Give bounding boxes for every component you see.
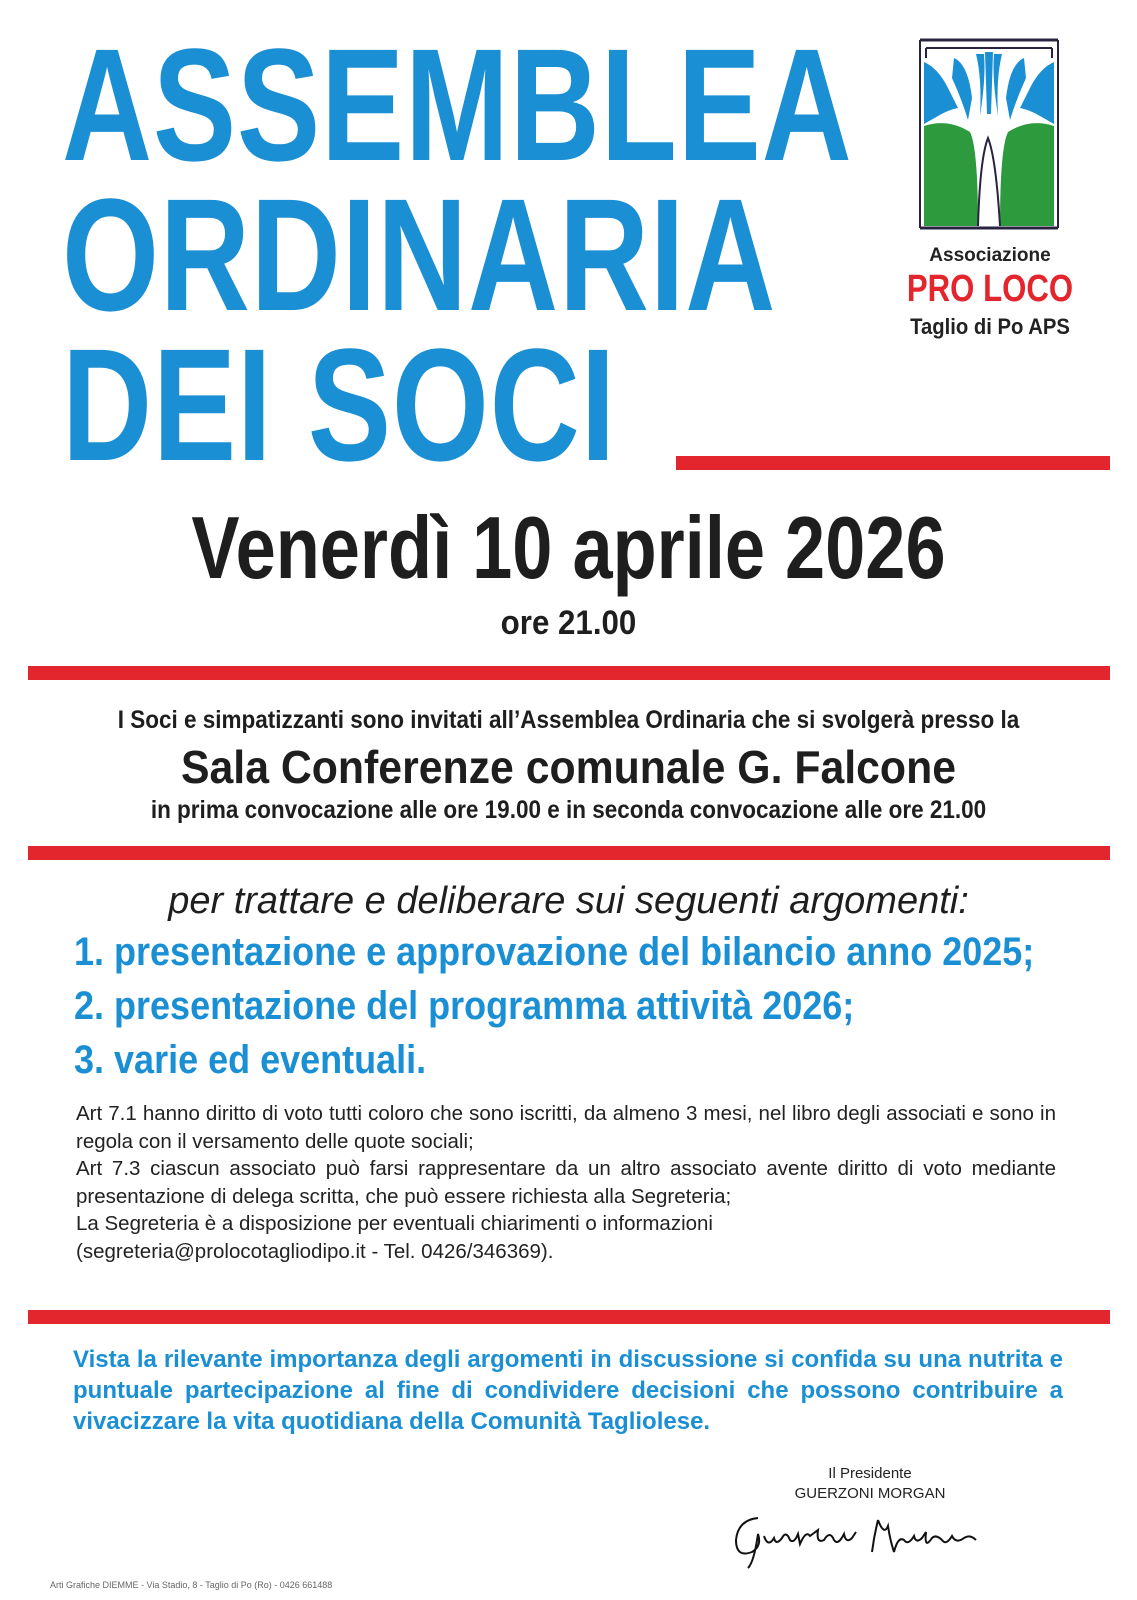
closing-appeal — [73, 1344, 1063, 1437]
red-divider-title — [676, 456, 1110, 470]
convocation-times: in prima convocazione alle ore 19.00 e in seconda convocazione alle ore 21.00 — [150, 796, 987, 824]
title-line-2: ORDINARIA — [62, 165, 777, 344]
logo-name: PRO LOCO — [906, 268, 1074, 310]
agenda-item: 2. presentazione del programma attività 2026; — [74, 984, 855, 1028]
agenda-item: 3. varie ed eventuali. — [74, 1038, 427, 1082]
red-divider-venue — [28, 846, 1110, 860]
title-line-1: ASSEMBLEA — [62, 15, 853, 194]
printer-credit: Arti Grafiche DIEMME - Via Stadio, 8 - Taglio di Po (Ro) - 0426 661488 — [50, 1580, 333, 1590]
event-time: ore 21.00 — [500, 604, 637, 642]
segreteria-note: La Segreteria è a disposizione per eventuali chiarimenti o informazioni — [76, 1212, 713, 1235]
event-date: Venerdì 10 aprile 2026 — [191, 498, 946, 597]
signature-role: Il Presidente — [828, 1465, 912, 1482]
signature-name: GUERZONI MORGAN — [794, 1485, 946, 1502]
agenda-intro: per trattare e deliberare sui seguenti argomenti: — [168, 880, 969, 922]
logo-association-label: Associazione — [929, 245, 1051, 266]
handwritten-signature — [728, 1500, 1000, 1570]
title-line-3: DEI SOCI — [62, 315, 617, 494]
pro-loco-logo — [918, 38, 1060, 234]
statute-articles — [76, 1100, 1056, 1265]
article-7-1: Art 7.1 hanno diritto di voto tutti coloro che sono iscritti, da almeno 3 mesi, nel libro degli associati e sono in regola con il versamento delle quote sociali; — [76, 1102, 1056, 1153]
red-divider-articles — [28, 1310, 1110, 1324]
venue-name: Sala Conferenze comunale G. Falcone — [180, 741, 957, 793]
article-7-3: Art 7.3 ciascun associato può farsi rappresentare da un altro associato avente diritto di voto mediante presentazione di delega scritta, che può essere richiesta alla Segreteria; — [76, 1157, 1056, 1208]
logo-place: Taglio di Po APS — [910, 314, 1070, 339]
closing-text: Vista la rilevante importanza degli argomenti in discussione si confida su una nutrita e puntuale partecipazione al fine di condividere decisioni che possono contribuire a vivacizzare la vita quotidiana della Comunità Tagliolese. — [73, 1346, 1063, 1435]
invitation-intro: I Soci e simpatizzanti sono invitati all’Assemblea Ordinaria che si svolgerà presso la — [117, 706, 1020, 734]
red-divider-date — [28, 666, 1110, 680]
segreteria-contact: (segreteria@prolocotagliodipo.it - Tel. 0426/346369). — [76, 1239, 554, 1263]
agenda-item: 1. presentazione e approvazione del bilancio anno 2025; — [74, 930, 1035, 974]
